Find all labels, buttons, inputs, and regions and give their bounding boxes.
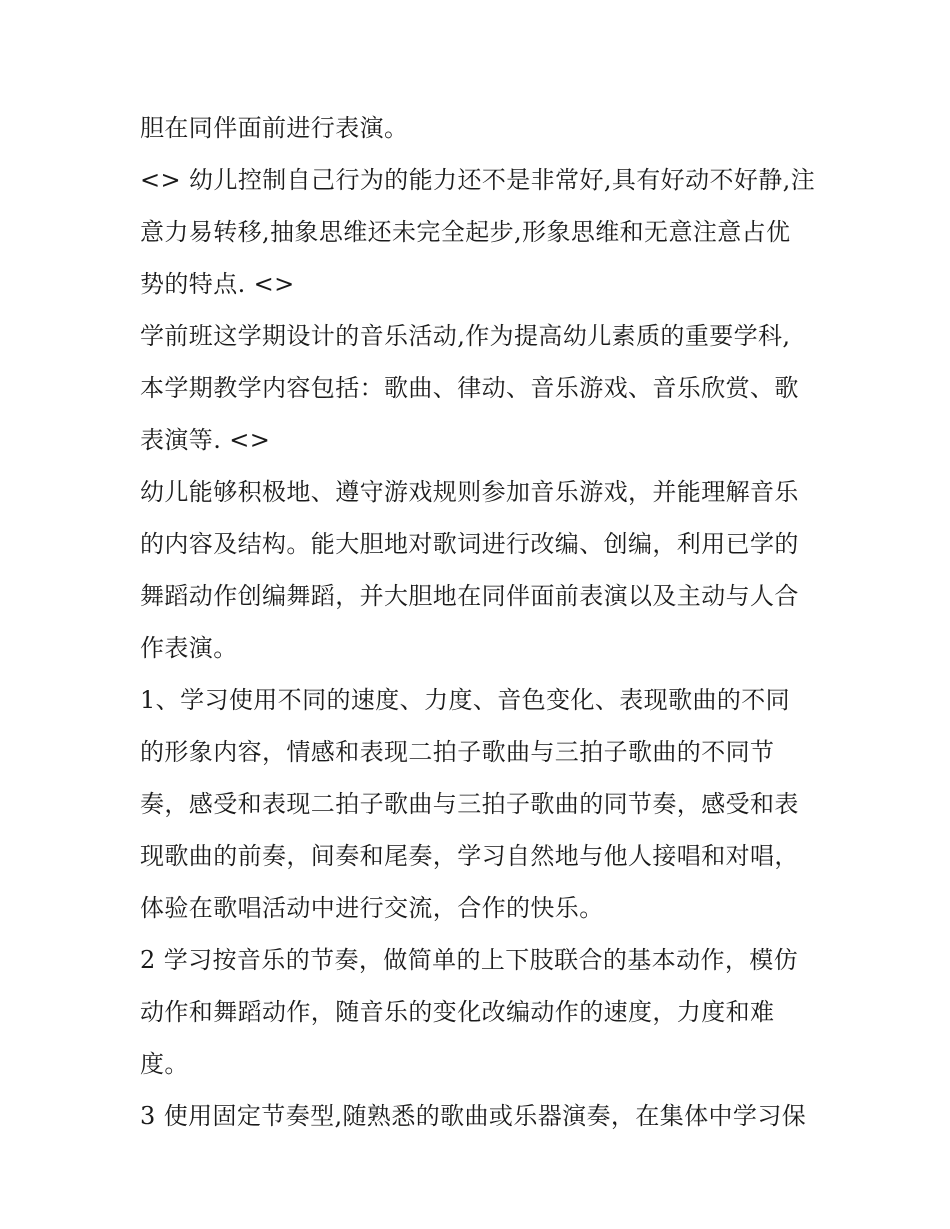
text-line: 的形象内容，情感和表现二拍子歌曲与三拍子歌曲的不同节 xyxy=(140,738,775,766)
text-line: 奏，感受和表现二拍子歌曲与三拍子歌曲的同节奏，感受和表 xyxy=(140,790,799,818)
text-line: 3 使用固定节奏型,随熟悉的歌曲或乐器演奏，在集体中学习保 xyxy=(140,1102,807,1130)
text-line: 现歌曲的前奏，间奏和尾奏，学习自然地与他人接唱和对唱， xyxy=(140,842,799,870)
text-line: 表演等. <> xyxy=(140,426,271,454)
text-line: 1、学习使用不同的速度、力度、音色变化、表现歌曲的不同 xyxy=(140,686,791,714)
text-line: 的内容及结构。能大胆地对歌词进行改编、创编，利用已学的 xyxy=(140,530,799,558)
text-line: 度。 xyxy=(140,1050,189,1078)
text-line: 舞蹈动作创编舞蹈，并大胆地在同伴面前表演以及主动与人合 xyxy=(140,582,799,610)
text-line: 学前班这学期设计的音乐活动,作为提高幼儿素质的重要学科, xyxy=(140,322,791,350)
text-line: 动作和舞蹈动作，随音乐的变化改编动作的速度，力度和难 xyxy=(140,998,775,1026)
text-line: <> 幼儿控制自己行为的能力还不是非常好,具有好动不好静,注 xyxy=(140,166,816,194)
text-line: 本学期教学内容包括：歌曲、律动、音乐游戏、音乐欣赏、歌 xyxy=(140,374,799,402)
text-line: 幼儿能够积极地、遵守游戏规则参加音乐游戏，并能理解音乐 xyxy=(140,478,799,506)
document-body xyxy=(140,108,820,1148)
text-line: 作表演。 xyxy=(140,634,238,662)
text-line: 体验在歌唱活动中进行交流，合作的快乐。 xyxy=(140,894,604,922)
text-line: 势的特点. <> xyxy=(140,270,295,298)
text-line: 意力易转移,抽象思维还未完全起步,形象思维和无意注意占优 xyxy=(140,218,791,246)
text-line: 2 学习按音乐的节奏，做简单的上下肢联合的基本动作，模仿 xyxy=(140,946,799,974)
text-line: 胆在同伴面前进行表演。 xyxy=(140,114,409,142)
